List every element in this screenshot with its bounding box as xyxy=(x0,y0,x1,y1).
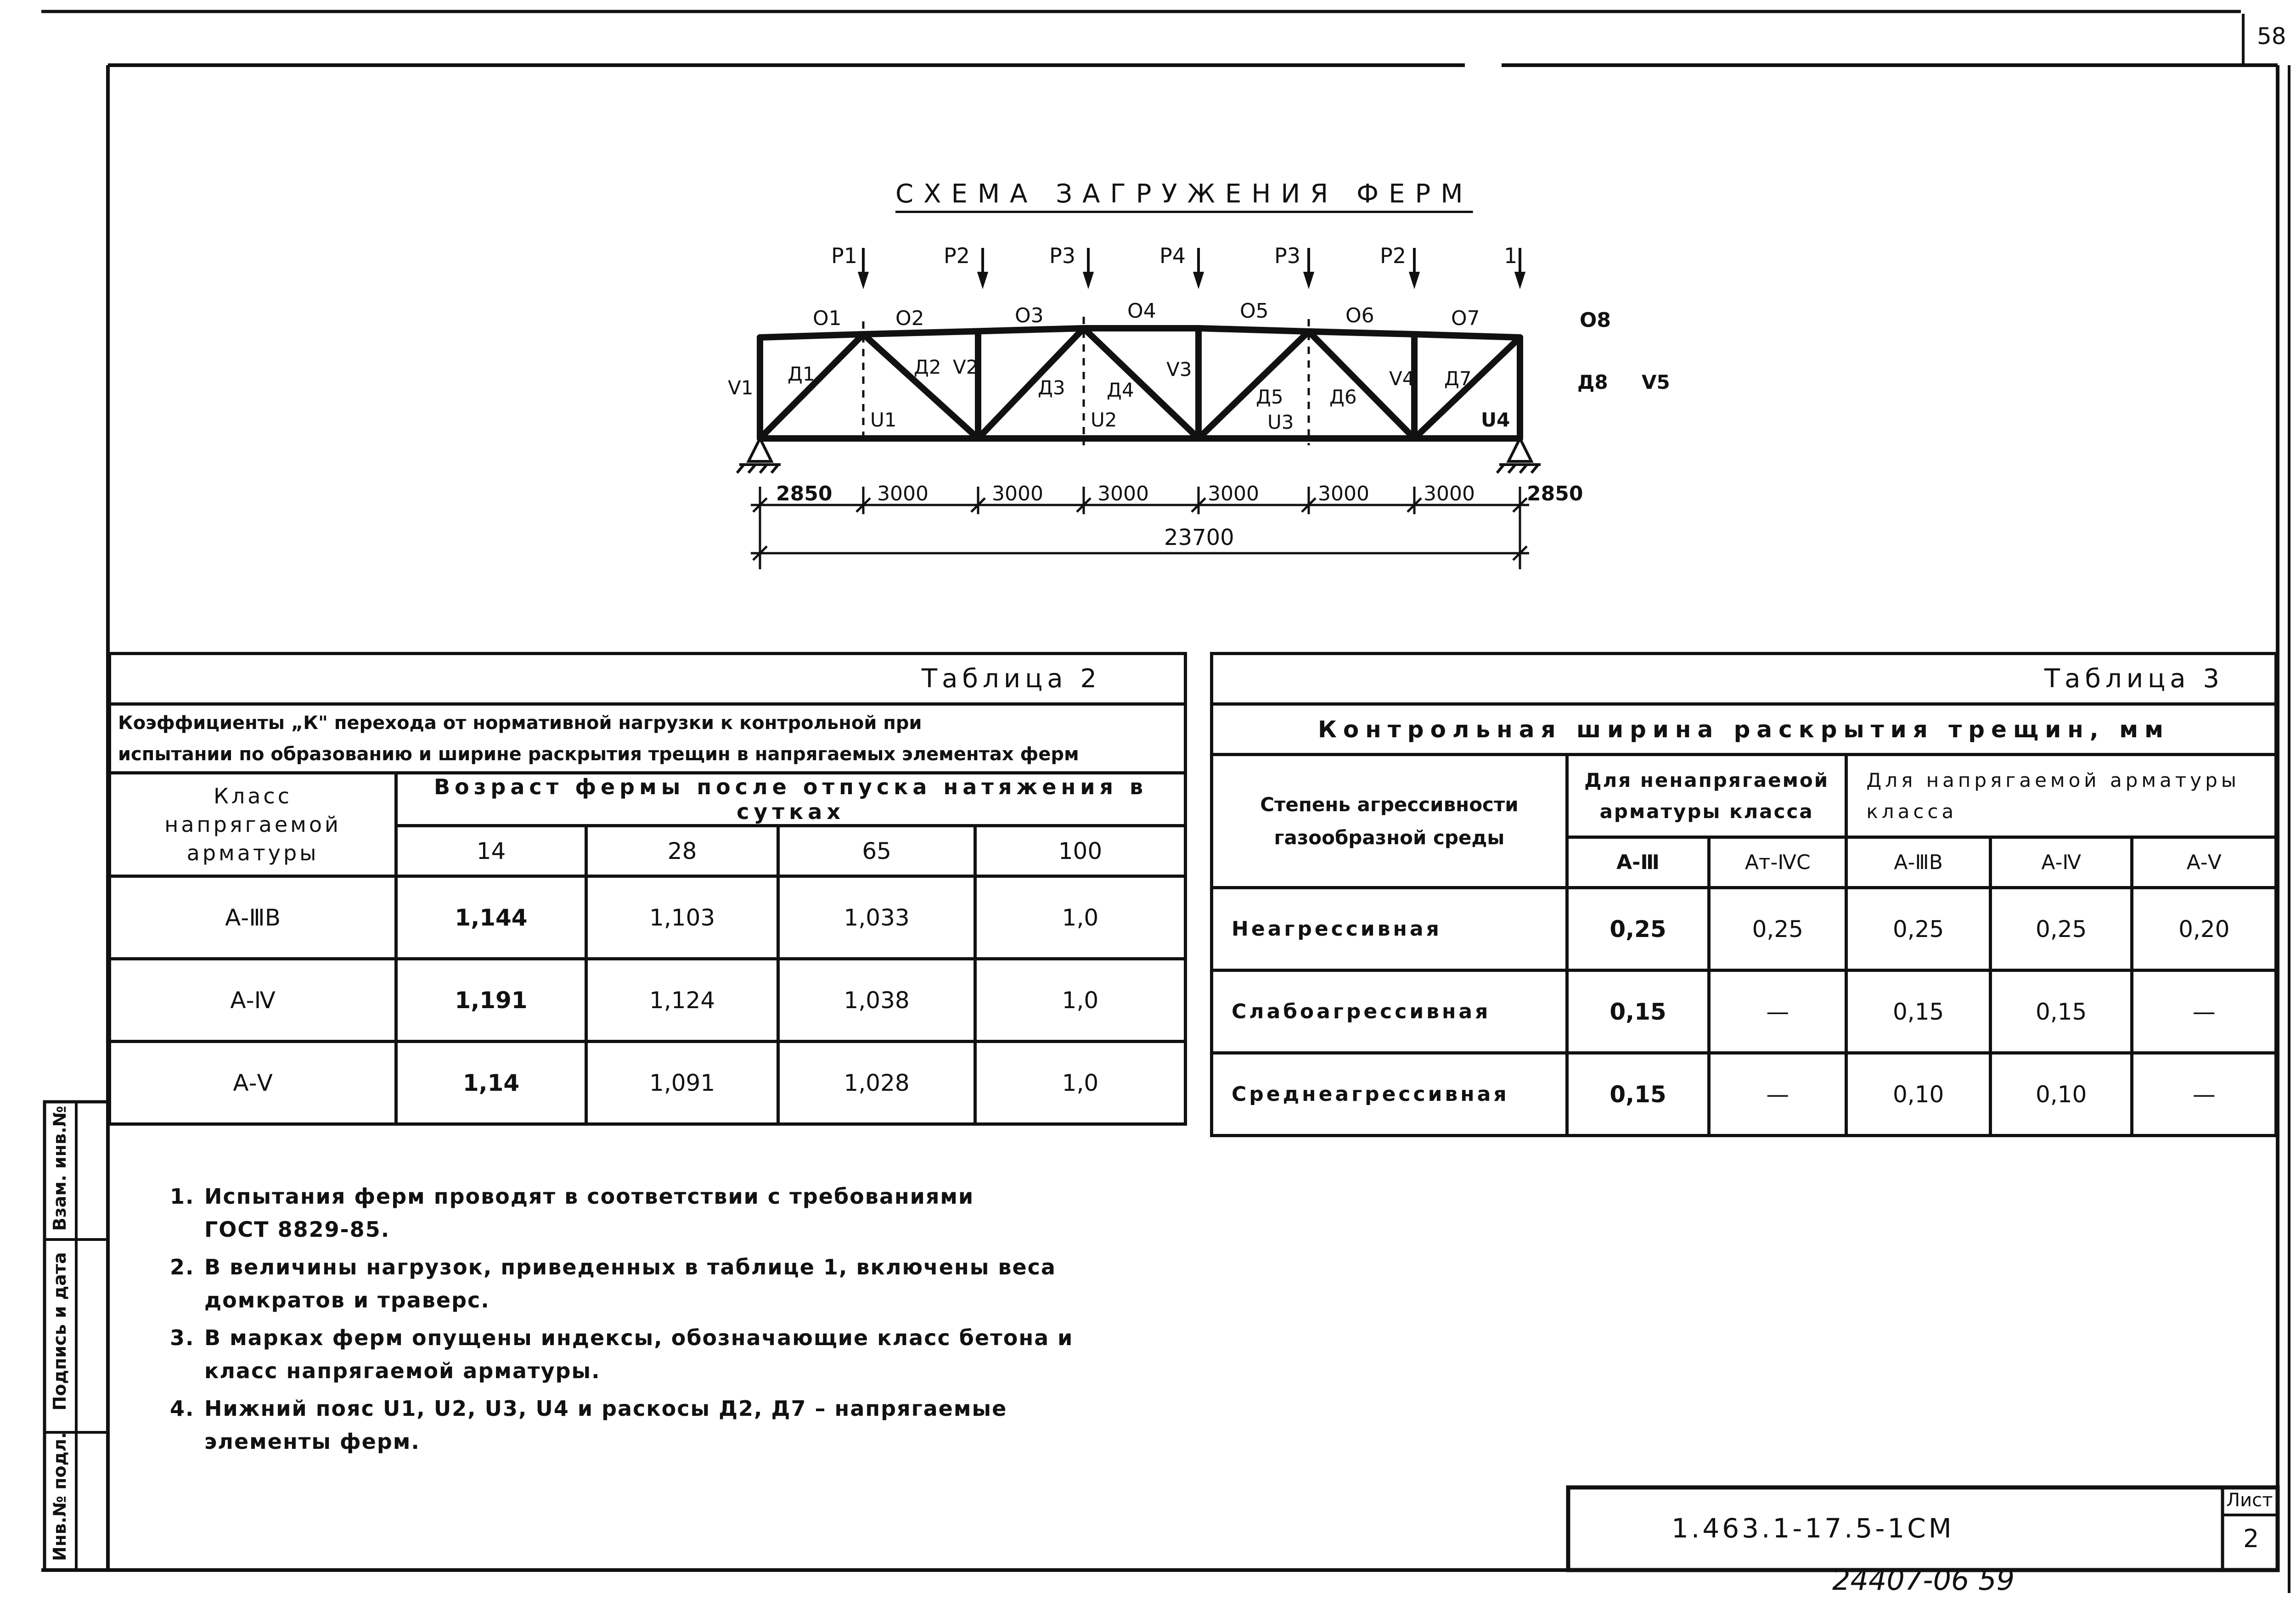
vertical-label: V1 xyxy=(728,376,754,399)
table-row xyxy=(110,876,1186,959)
load-label: P2 xyxy=(944,243,970,268)
table-3-subcol: Ат-ⅣС xyxy=(1709,837,1846,888)
top-chord-label: О6 xyxy=(1345,304,1374,327)
table-2-cell: 1,028 xyxy=(778,1042,975,1124)
table-3-cell: 0,25 xyxy=(1567,888,1709,970)
table-3-cell: 0,25 xyxy=(1846,888,1991,970)
load-label: P3 xyxy=(1049,243,1076,268)
table-2-cell: 1,124 xyxy=(586,959,778,1042)
diagonal-label: Д1 xyxy=(788,363,815,385)
table-3-env-cell: Неагрессивная xyxy=(1212,888,1567,970)
top-chord-label: О3 xyxy=(1015,304,1044,327)
top-chord-label: О2 xyxy=(895,307,924,330)
load-label: P4 xyxy=(1159,243,1186,268)
table-3-subcol: А-ⅢВ xyxy=(1846,837,1991,888)
table-3-cell: — xyxy=(2132,970,2276,1053)
table-row xyxy=(110,959,1186,1042)
bottom-chord-label: U2 xyxy=(1091,409,1117,431)
bottom-chord-label: U1 xyxy=(870,409,897,431)
table-2-cell: 1,091 xyxy=(586,1042,778,1124)
table-3-subcol: А-Ⅴ xyxy=(2132,837,2276,888)
table-3-env-cell: Среднеагрессивная xyxy=(1212,1053,1567,1136)
table-3-cell: 0,15 xyxy=(1567,970,1709,1053)
top-chord-label: О4 xyxy=(1127,299,1156,323)
table-row xyxy=(1212,970,2276,1053)
note-item: 3. В марках ферм опущены индексы, обозначающие класс бетона и класс напрягаемой арматуры. xyxy=(170,1325,1074,1383)
table-3-env-header: Степень агрессивности газообразной среды xyxy=(1212,755,1567,888)
top-chord-label: О5 xyxy=(1240,299,1269,323)
table-3-cell: 0,25 xyxy=(1709,888,1846,970)
load-label: P2 xyxy=(1380,243,1407,268)
table-2-cell: 1,144 xyxy=(396,876,586,959)
span-dimension: 3000 xyxy=(1318,482,1369,505)
stamp-vzam-inv: Взам. инв.№ xyxy=(50,1105,70,1231)
diagonal-label: Д2 xyxy=(914,356,941,378)
table-3-cell: 0,20 xyxy=(2132,888,2276,970)
span-dimension: 3000 xyxy=(992,482,1043,505)
table-2-class-cell: А-Ⅳ xyxy=(110,959,396,1042)
span-dimension: 2850 xyxy=(776,482,833,505)
vertical-label: V5 xyxy=(1642,371,1670,393)
span-dimension: 3000 xyxy=(1208,482,1259,505)
table-3-cell: 0,10 xyxy=(1990,1053,2132,1136)
note-item: 1. Испытания ферм проводят в соответствии с требованиями ГОСТ 8829-85. xyxy=(170,1184,974,1242)
table-3-nonprestressed-header: Для ненапрягаемой арматуры класса xyxy=(1567,755,1846,837)
table-2-age-14: 14 xyxy=(396,826,586,876)
diagonal-label: Д6 xyxy=(1329,386,1357,408)
bottom-chord-label: U3 xyxy=(1267,411,1294,433)
table-2-class-header: Класс напрягаемой арматуры xyxy=(110,773,396,876)
bottom-chord-label: U4 xyxy=(1481,409,1510,431)
table-2-age-header: Возраст фермы после отпуска натяжения в сутках xyxy=(396,773,1186,826)
table-2-cell: 1,0 xyxy=(975,959,1185,1042)
note-item: 4. Нижний пояс U1, U2, U3, U4 и раскосы Д2, Д7 – напрягаемые элементы ферм. xyxy=(170,1396,1007,1454)
table-2-cell: 1,038 xyxy=(778,959,975,1042)
diagonal-label: Д7 xyxy=(1444,367,1472,390)
span-dimension: 3000 xyxy=(1097,482,1149,505)
table-2-cell: 1,0 xyxy=(975,1042,1185,1124)
table-3-subcol: А-Ⅲ xyxy=(1567,837,1709,888)
load-label: P3 xyxy=(1274,243,1301,268)
table-3-cell: 0,15 xyxy=(1567,1053,1709,1136)
table-2-title: Таблица 2 xyxy=(110,654,1186,704)
table-2-cell: 1,103 xyxy=(586,876,778,959)
total-span-dimension: 23700 xyxy=(1164,525,1234,550)
table-3-cell: 0,15 xyxy=(1846,970,1991,1053)
table-2-caption: Коэффициенты „К" перехода от нормативной нагрузки к контрольной при испытании по образованию и ширине раскрытия трещин в напрягаемых элементах ферм xyxy=(110,704,1186,773)
table-2-cell: 1,14 xyxy=(396,1042,586,1124)
table-2-cell: 1,033 xyxy=(778,876,975,959)
table-3-prestressed-header: Для напрягаемой арматуры класса xyxy=(1846,755,2276,837)
table-2-class-cell: А-ⅢВ xyxy=(110,876,396,959)
table-3-cell: 0,25 xyxy=(1990,888,2132,970)
note-item: 2. В величины нагрузок, приведенных в таблице 1, включены веса домкратов и траверс. xyxy=(170,1255,1056,1313)
table-3 xyxy=(1210,652,2278,1137)
top-chord-label: О7 xyxy=(1451,307,1480,330)
table-row xyxy=(1212,888,2276,970)
notes-list xyxy=(170,1180,1088,1458)
sheet-corner-number: 58 xyxy=(2257,23,2286,50)
span-dimension: 3000 xyxy=(877,482,929,505)
vertical-label: V4 xyxy=(1389,367,1415,390)
diagonal-label: Д4 xyxy=(1107,379,1134,401)
table-3-cell: — xyxy=(2132,1053,2276,1136)
top-chord-label: О8 xyxy=(1580,309,1611,332)
table-row xyxy=(110,1042,1186,1124)
table-2-age-28: 28 xyxy=(586,826,778,876)
table-2-class-cell: А-Ⅴ xyxy=(110,1042,396,1124)
table-2 xyxy=(108,652,1187,1126)
load-label: P1 xyxy=(831,243,858,268)
sheet-number: 2 xyxy=(2243,1524,2259,1553)
diagonal-label: Д5 xyxy=(1256,386,1283,408)
stamp-sign-date: Подпись и дата xyxy=(50,1252,70,1411)
table-row xyxy=(1212,1053,2276,1136)
table-2-age-100: 100 xyxy=(975,826,1185,876)
handwritten-footer: 24407-06 59 xyxy=(1832,1563,2015,1597)
table-3-env-cell: Слабоагрессивная xyxy=(1212,970,1567,1053)
table-3-subcol: А-Ⅳ xyxy=(1990,837,2132,888)
sheet-label: Лист xyxy=(2226,1490,2273,1511)
doc-code: 1.463.1-17.5-1СМ xyxy=(1671,1513,1954,1544)
table-2-age-65: 65 xyxy=(778,826,975,876)
table-3-cell: — xyxy=(1709,1053,1846,1136)
table-3-title: Таблица 3 xyxy=(1212,654,2276,704)
table-3-cell: 0,10 xyxy=(1846,1053,1991,1136)
span-dimension: 3000 xyxy=(1424,482,1475,505)
diagonal-label: Д3 xyxy=(1038,376,1065,399)
table-3-cell: 0,15 xyxy=(1990,970,2132,1053)
vertical-label: V3 xyxy=(1166,358,1192,381)
table-2-cell: 1,0 xyxy=(975,876,1185,959)
vertical-label: V2 xyxy=(953,356,979,378)
stamp-inv-no: Инв.№ подл. xyxy=(50,1432,70,1561)
table-2-cell: 1,191 xyxy=(396,959,586,1042)
load-label: 1 xyxy=(1504,243,1518,268)
top-chord-label: О1 xyxy=(813,307,842,330)
table-3-caption: Контрольная ширина раскрытия трещин, мм xyxy=(1212,704,2276,755)
scheme-title: СХЕМА ЗАГРУЖЕНИЯ ФЕРМ xyxy=(895,179,1473,209)
span-dimension: 2850 xyxy=(1527,482,1583,505)
table-3-cell: — xyxy=(1709,970,1846,1053)
diagonal-label: Д8 xyxy=(1577,371,1608,393)
